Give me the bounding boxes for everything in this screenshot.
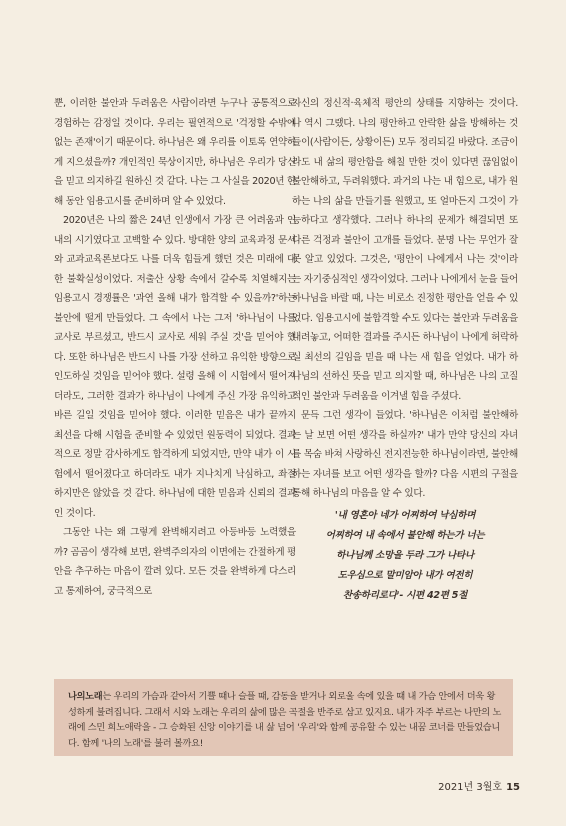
- paragraph: 뿐, 이러한 불안과 두려움은 사람이라면 누구나 공통적으로 경험하는 감정일 것이다. 우리는 필연적으로 '걱정할 수밖에 없는 존재'이기 때문이다. 하나님은 왜 우리를 이토록 연약하게 지으셨을까? 개인적인 묵상이지만, 하나님은 우리가 당신을 믿고 의지하길 원하신 것 같다. 나는 그 사실을 2020년 한 해 동안 임용고시를 준비하며 알 수 있었다.: [54, 98, 296, 207]
- intro-body: 는 우리의 가슴과 같아서 기쁠 때나 슬플 때, 감동을 받거나 외로울 속에 있을 때 내 가슴 안에서 더욱 왕성하게 불려집니다. 그래서 시와 노래는 우리의 삶에 많은 곡절을 반주로 삼고 있지요. 내가 자주 부르는 나만의 노래에 스민 희노애락을 - 그 승화된 신앙 이야기를 내 삶 넘어 '우리'와 함께 공유할 수 있는 내꿈 코너를 만들었습니다. 함께 '나의 노래'를 불러 볼까요!: [68, 691, 502, 749]
- quote-line: 도우심으로 말미암아 내가 여전히: [337, 569, 473, 581]
- intro-title: 나의노래: [68, 691, 103, 702]
- quote-line: 어찌하여 내 속에서 불안해 하는가 너는: [325, 529, 485, 541]
- page-footer: [438, 778, 520, 793]
- left-column: [54, 94, 296, 601]
- quote-line: 하나님께 소망을 두라 그가 나타나: [336, 549, 474, 561]
- right-column: [292, 94, 518, 606]
- quote-line: 찬송하리로다'- 시편 42편 5절: [342, 589, 468, 601]
- column-intro-box: [54, 679, 513, 756]
- intro-text: [68, 689, 503, 751]
- paragraph: 자신의 정신적·육체적 평안의 상태를 지향하는 것이다. 나 역시 그랬다. 나의 평안하고 안락한 삶을 방해하는 것들이(사람이든, 상황이든) 모두 정리되길 바랐다. 조금이라도 내 삶의 평안함을 해칠 만한 것이 있다면 끊임없이 불안해하고, 두려워했다. 과거의 나는 내 힘으로, 내가 원하는 나의 삶을 만들기를 원했고, 또 얼마든지 그것이 가능하다고 생각했다. 그러나 하나의 문제가 해결되면 또 다른 걱정과 불안이 고개를 들었다. 분명 나는 무언가 잘못 알고 있었다. 그것은, '평안이 나에게서 나는 것'이라는 자기중심적인 생각이었다. 그러나 나에게서 눈을 들어 하나님을 바랄 때, 나는 비로소 진정한 평안을 얻을 수 있었다. 임용고시에 불합격할 수도 있다는 불안과 두려움을 내려놓고, 어떠한 결과를 주시든 하나님이 나에게 허락하실 최선의 길임을 믿을 때 나는 새 힘을 얻었다. 내가 하나님의 선하신 뜻을 믿고 의지할 때, 하나님은 나의 고질적인 불안과 두려움을 이겨낼 힘을 주셨다.: [292, 98, 518, 402]
- paragraph: 문득 그런 생각이 들었다. '하나님은 이처럼 불안해하는 날 보면 어떤 생각을 하실까?' 내가 만약 당신의 자녀를 목숨 바쳐 사랑하신 전지전능한 하나님이라면, 불안해하는 자녀를 보고 어떤 생각을 할까? 다음 시편의 구절을 통해 하나님의 마음을 알 수 있다.: [292, 410, 518, 499]
- paragraph: 2020년은 나의 짧은 24년 인생에서 가장 큰 어려움과 인내의 시기였다고 고백할 수 있다. 방대한 양의 교육과정 문서와 교과교육론보다도 나를 더욱 힘들게 했던 것은 미래에 대한 불확실성이었다. 저출산 상황 속에서 갈수록 치열해지는 임용고시 경쟁률은 '과연 올해 내가 합격할 수 있을까?'하는 불안에 떨게 만들었다. 그 속에서 나는 그저 '하나님이 나를 교사로 부르셨고, 반드시 교사로 세워 주실 것'을 믿어야 했다. 또한 하나님은 반드시 나를 가장 선하고 유익한 방향으로 인도하실 것임을 믿어야 했다. 설령 올해 이 시험에서 떨어지더라도, 그러한 결과가 하나님이 나에게 주신 가장 유익하고 바른 길일 것임을 믿어야 했다. 이러한 믿음은 내가 끝까지 최선을 다해 시험을 준비할 수 있었던 원동력이 되었다. 결과적으로 정말 감사하게도 합격하게 되었지만, 만약 내가 이 시험에서 떨어졌다고 하더라도 내가 지나치게 낙심하고, 좌절하지만은 않았을 것 같다. 하나님에 대한 믿음과 신뢰의 결과인 것이다.: [54, 215, 296, 519]
- page-number: 15: [506, 782, 520, 793]
- issue-label: 2021년 3월호: [438, 782, 503, 793]
- quote-line: '내 영혼아 네가 어찌하여 낙심하며: [334, 509, 476, 521]
- psalm-quote: [292, 506, 518, 606]
- paragraph: 그동안 나는 왜 그렇게 완벽해지려고 아등바등 노력했을까? 곰곰이 생각해 보면, 완벽주의자의 이면에는 간절하게 평안을 추구하는 마음이 깔려 있다. 모든 것을 완벽하게 다스리고 통제하여, 궁극적으로: [54, 527, 297, 597]
